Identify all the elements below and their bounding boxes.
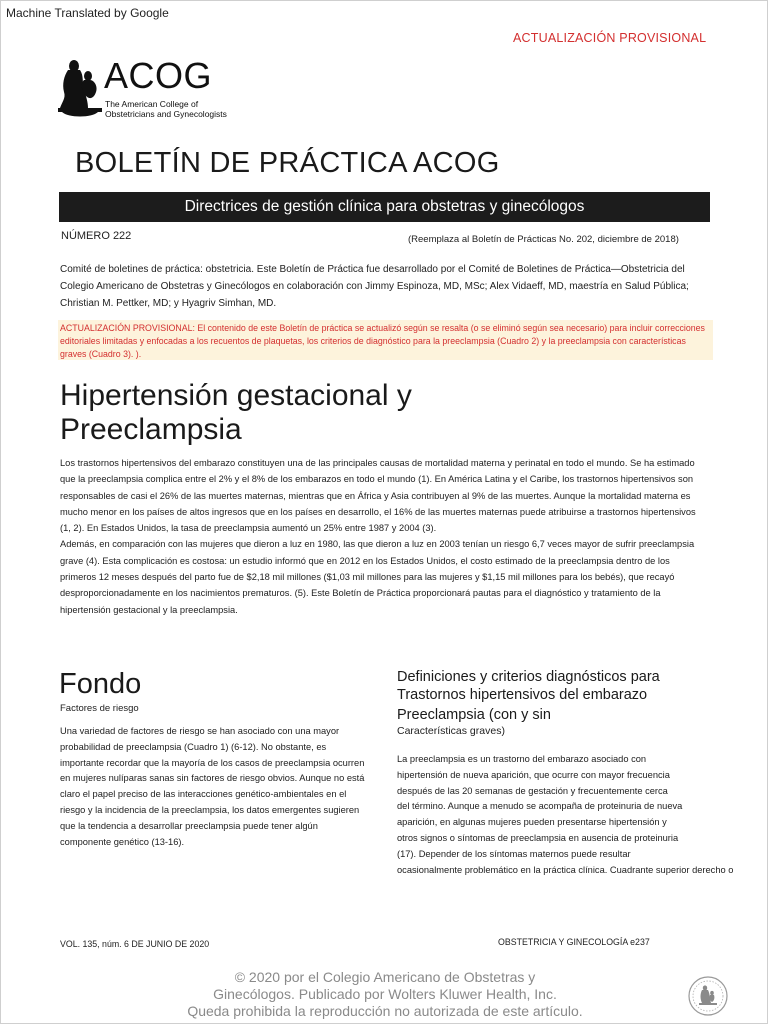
- intro-text: [60, 455, 702, 618]
- text-line: hipertensión de nueva aparición, que ocurre con mayor frecuencia: [397, 769, 670, 780]
- text-line: La preeclampsia es un trastorno del embarazo asociado con: [397, 754, 647, 764]
- guidelines-banner: Directrices de gestión clínica para obstetras y ginecólogos: [59, 192, 710, 222]
- seal-icon: [687, 975, 729, 1017]
- fondo-paragraph: Una variedad de factores de riesgo se han asociado con una mayor probabilidad de preeclampsia (Cuadro 1) (6-12). No obstante, es importante recordar que la mayoría de los casos de preeclampsia ocurren en mujeres nulíparas sanas sin factores de riesgo obvios. Aunque no está claro el papel preciso de las interacciones genético-ambientales en el riesgo y la incidencia de la preeclampsia, los datos emergentes sugieren que la tendencia a desarrollar preeclampsia puede tener algún componente genético (13-16).: [60, 726, 365, 847]
- article-heading-line: Hipertensión gestacional y: [60, 379, 412, 412]
- intro-paragraph: Los trastornos hipertensivos del embarazo constituyen una de las principales causas de mortalidad materna y perinatal en todo el mundo. Se ha estimado que la preeclampsia complica entre el 2% y el 8% de los embarazos en todo el mundo (1). En América Latina y el Caribe, los trastornos hipertensivos son responsables de casi el 26% de las muertes maternas, mientras que en África y Asia contribuyen al 9% de las muertes. Aunque la mortalidad materna es mucho menor en los países de altos ingresos que en los países en desarrollo, el 16% de las muertes maternas puede atribuirse a trastornos hipertensivos (1, 2). En Estados Unidos, la tasa de preeclampsia aumentó un 25% entre 1987 y 2004 (3).: [60, 458, 696, 534]
- section-heading-fondo: Fondo: [59, 668, 142, 700]
- footer-journal: OBSTETRICIA Y GINECOLOGÍA e237: [498, 937, 650, 947]
- provisional-update-label: ACTUALIZACIÓN PROVISIONAL: [513, 31, 707, 45]
- copyright-line: © 2020 por el Colegio Americano de Obstetras y: [234, 969, 536, 985]
- machine-translated-label: Machine Translated by Google: [6, 6, 169, 20]
- logo-subtitle-line: Obstetricians and Gynecologists: [105, 109, 227, 119]
- text-line: otros signos o síntomas de preeclampsia en ausencia de proteinuria: [397, 832, 679, 843]
- logo-subtitle-line: The American College of: [105, 99, 199, 109]
- logo-wordmark: ACOG: [104, 55, 213, 96]
- article-heading: [60, 379, 700, 447]
- bulletin-title: BOLETÍN DE PRÁCTICA ACOG: [75, 147, 500, 179]
- replaces-note: (Reemplaza al Boletín de Prácticas No. 202, diciembre de 2018): [408, 234, 679, 245]
- text-line: después de las 20 semanas de gestación y frecuentemente cerca: [397, 785, 668, 796]
- definitions-heading-line: Definiciones y criterios diagnósticos para: [397, 669, 660, 685]
- definitions-heading-line: Trastornos hipertensivos del embarazo: [397, 686, 648, 703]
- bulletin-number: NÚMERO 222: [61, 230, 132, 242]
- subheading-preeclampsia: Preeclampsia (con y sin: [397, 707, 551, 723]
- text-line: del término. Aunque a menudo se acompaña de proteinuria de nueva: [397, 801, 683, 812]
- footer-volume: VOL. 135, núm. 6 DE JUNIO DE 2020: [60, 939, 210, 949]
- subheading-severe-features: Características graves): [397, 725, 505, 737]
- intro-paragraph: Además, en comparación con las mujeres que dieron a luz en 1980, las que dieron a luz en 2003 tenían un riesgo 6,7 veces mayor de sufrir preeclampsia grave (4). Esta complicación es costosa: un estudio informó que en 2012 en los Estados Unidos, el costo estimado de la preeclampsia dentro de los primeros 12 meses después del parto fue de $2,18 mil millones ($1,03 mil millones para las mujeres y $1,15 mil millones para los bebés), que recayó desproporcionadamente en los nacimientos prematuros. (5). Este Boletín de Práctica proporcionará pautas para el diagnóstico y tratamiento de la hipertensión gestacional y la preeclampsia.: [60, 539, 695, 615]
- provisional-update-note: ACTUALIZACIÓN PROVISIONAL: El contenido de este Boletín de práctica se actualizó según se resalta (o se eliminó según sea necesario) para incluir correcciones editoriales limitadas y enfocadas a los recuentos de plaquetas, los criterios de diagnóstico para la preeclampsia (Cuadro 2) y la preeclampsia con características graves (Cuadro 3). ).: [58, 320, 713, 360]
- logo-subtitle: [105, 99, 255, 119]
- definitions-paragraph: [397, 752, 767, 878]
- copyright-line: Ginecólogos. Publicado por Wolters Kluwer Health, Inc.: [213, 986, 557, 1002]
- article-heading-line: Preeclampsia: [60, 413, 242, 446]
- copyright-line: Queda prohibida la reproducción no autorizada de este artículo.: [187, 1003, 583, 1019]
- copyright-notice: [150, 969, 620, 1020]
- subheading-risk-factors: Factores de riesgo: [60, 703, 139, 714]
- text-line: ocasionalmente problemático en la práctica clínica. Cuadrante superior derecho o: [397, 864, 734, 875]
- section-heading-definitions: [397, 669, 717, 704]
- committee-statement: Comité de boletines de práctica: obstetricia. Este Boletín de Práctica fue desarrollado por el Comité de Boletines de Práctica—Obstetricia del Colegio Americano de Obstetras y Ginecólogos en colaboración con Jimmy Espinoza, MD, MSc; Alex Vidaeff, MD, maestría en Salud Pública; Christian M. Pettker, MD; y Hyagriv Simhan, MD.: [60, 264, 689, 309]
- text-line: aparición, en algunas mujeres pueden presentarse hipertensión y: [397, 817, 667, 828]
- text-line: (17). Depender de los síntomas maternos puede resultar: [397, 848, 631, 859]
